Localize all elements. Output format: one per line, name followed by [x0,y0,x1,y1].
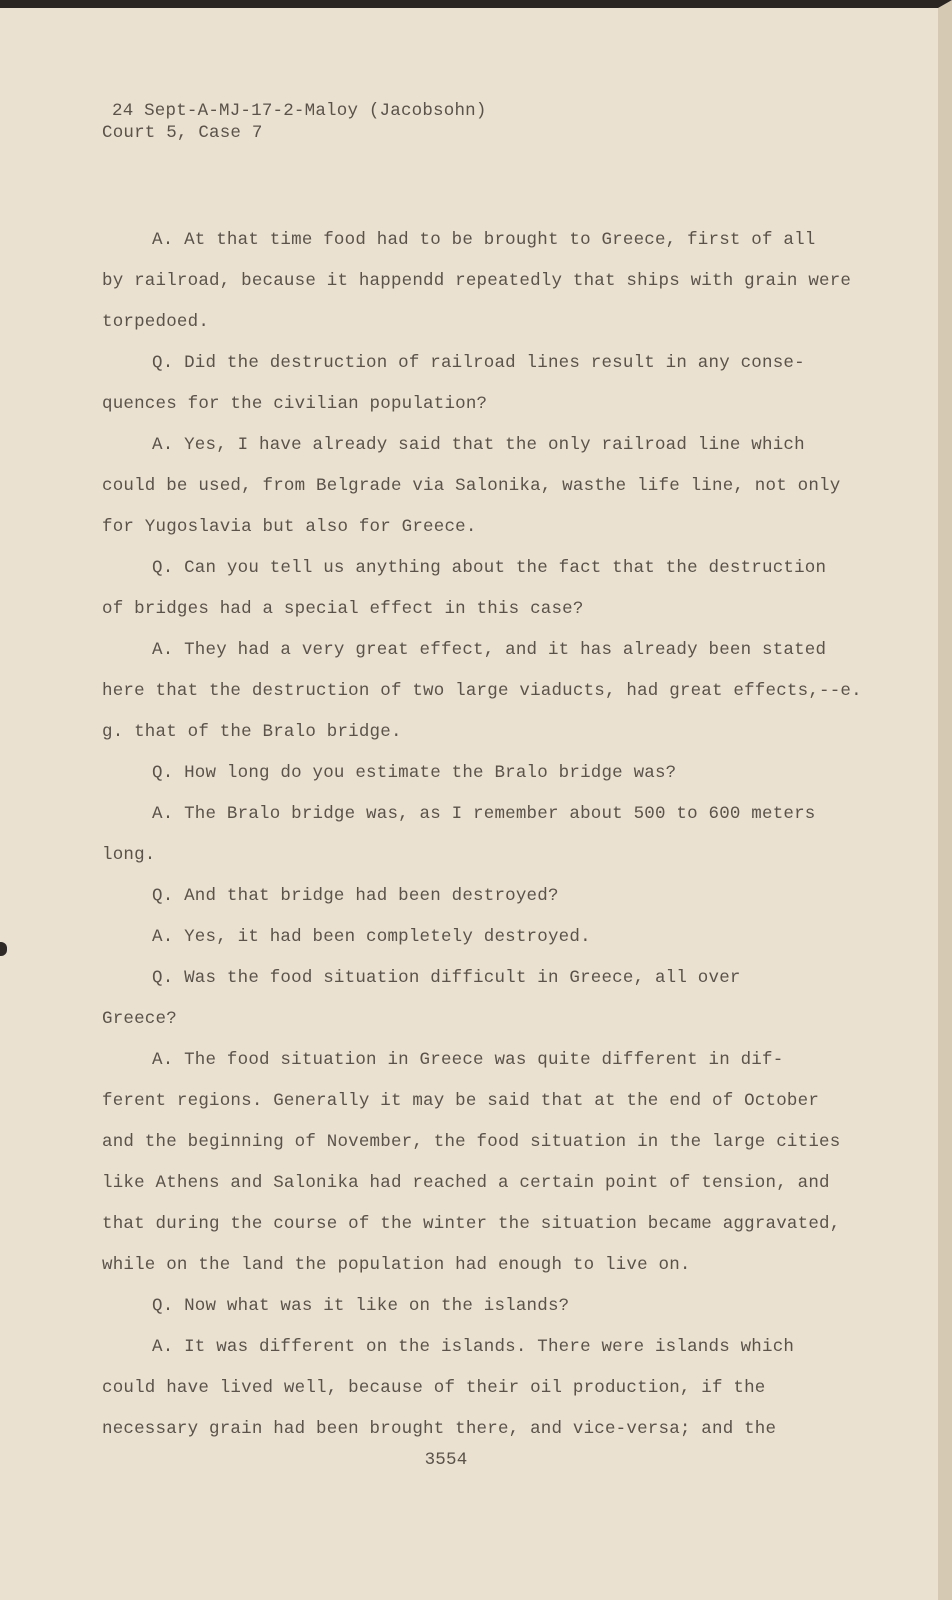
text-line: torpedoed. [102,312,210,332]
text-line: ferent regions. Generally it may be said that at the end of October [102,1091,820,1111]
text-line: could have lived well, because of their oil production, if the [102,1378,766,1398]
text-line: like Athens and Salonika had reached a certain point of tension, and [102,1173,830,1193]
text-line: necessary grain had been brought there, and vice-versa; and the [102,1419,777,1439]
text-line: A. The food situation in Greece was quite different in dif- [152,1050,784,1070]
transcript-body [102,220,862,1450]
text-line: by railroad, because it happendd repeatedly that ships with grain were [102,271,852,291]
text-line: A. Yes, it had been completely destroyed. [152,927,591,947]
text-line: Q. Can you tell us anything about the fact that the destruction [152,558,827,578]
text-line: Q. Now what was it like on the islands? [152,1296,570,1316]
text-line: here that the destruction of two large viaducts, had great effects,--e. [102,681,862,701]
text-line: A. It was different on the islands. There were islands which [152,1337,795,1357]
page-number: 3554 [424,1450,468,1470]
text-line: Q. Was the food situation difficult in Greece, all over [152,968,741,988]
header-court-line: Court 5, Case 7 [102,123,263,143]
document-header [102,100,487,144]
text-line: Q. And that bridge had been destroyed? [152,886,559,906]
header-session-line: 24 Sept-A-MJ-17-2-Maloy (Jacobsohn) [112,101,487,121]
text-line: that during the course of the winter the situation became aggravated, [102,1214,841,1234]
text-line: and the beginning of November, the food situation in the large cities [102,1132,841,1152]
text-line: while on the land the population had enough to live on. [102,1255,691,1275]
text-line: A. Yes, I have already said that the only railroad line which [152,435,805,455]
text-line: could be used, from Belgrade via Salonika, wasthe life line, not only [102,476,841,496]
text-line: Q. Did the destruction of railroad lines result in any conse- [152,353,805,373]
text-line: of bridges had a special effect in this case? [102,599,584,619]
text-line: quences for the civilian population? [102,394,488,414]
text-line: g. that of the Bralo bridge. [102,722,402,742]
text-line: for Yugoslavia but also for Greece. [102,517,477,537]
binding-hole-mark [0,942,7,956]
text-line: A. At that time food had to be brought to Greece, first of all [152,230,816,250]
text-line: A. They had a very great effect, and it has already been stated [152,640,827,660]
text-line: long. [102,845,156,865]
text-line: A. The Bralo bridge was, as I remember about 500 to 600 meters [152,804,816,824]
text-line: Q. How long do you estimate the Bralo bridge was? [152,763,677,783]
text-line: Greece? [102,1009,177,1029]
